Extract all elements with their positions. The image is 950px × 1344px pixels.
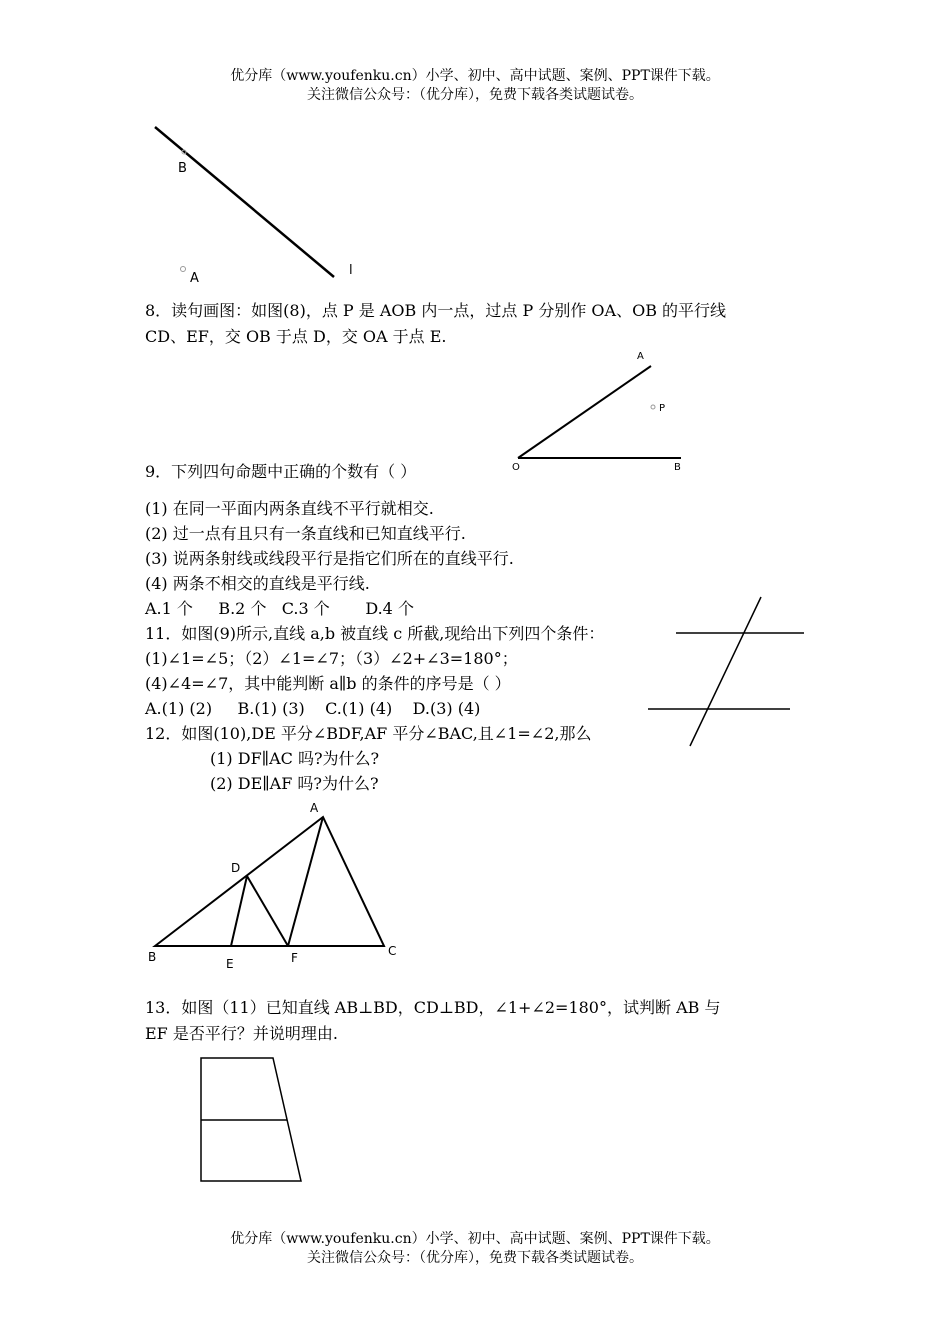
q11-options: A.(1) (2) B.(1) (3) C.(1) (4) D.(3) (4) — [145, 699, 481, 718]
fig10-label-d: D — [231, 861, 241, 875]
fig10-label-c: C — [388, 944, 397, 958]
fig8-label-b: B — [674, 462, 681, 473]
fig10-label-f: F — [291, 951, 298, 965]
q8-line-2: CD、EF，交 OB 于点 D，交 OA 于点 E. — [145, 327, 447, 346]
fig8-label-o: O — [512, 462, 520, 473]
q12-sub-1: (1) DF∥AC 吗?为什么? — [210, 749, 380, 768]
q11-line-3: (4)∠4=∠7，其中能判断 a∥b 的条件的序号是（ ） — [145, 674, 511, 693]
q12-sub-2: (2) DE∥AF 吗?为什么? — [210, 774, 379, 793]
fig7-label-b: B — [178, 161, 187, 176]
fig10-label-a: A — [310, 801, 319, 815]
q9-item-2: (2) 过一点有且只有一条直线和已知直线平行. — [145, 524, 466, 543]
q9-item-4: (4) 两条不相交的直线是平行线. — [145, 574, 370, 593]
header-line-1: 优分库（www.youfenku.cn）小学、初中、高中试题、案例、PPT课件下载。 — [230, 68, 720, 84]
q9-options: A.1 个 B.2 个 C.3 个 D.4 个 — [145, 599, 414, 618]
line-l — [155, 127, 334, 277]
fig7-label-a: A — [190, 271, 199, 286]
header-line-2: 关注微信公众号：（优分库），免费下载各类试题试卷。 — [307, 87, 643, 103]
q9-item-3: (3) 说两条射线或线段平行是指它们所在的直线平行. — [145, 549, 514, 568]
fig8-label-a: A — [637, 351, 644, 362]
q13-line-1: 13．如图（11）已知直线 AB⊥BD，CD⊥BD，∠1+∠2=180°，试判断 AB 与 — [145, 998, 721, 1017]
triangle-abc — [155, 817, 384, 946]
q11-line-1: 11．如图(9)所示,直线 a,b 被直线 c 所截,现给出下列四个条件： — [145, 624, 605, 643]
point-p — [651, 405, 655, 409]
segment-af — [288, 817, 323, 946]
q9-item-1: (1) 在同一平面内两条直线不平行就相交. — [145, 499, 434, 518]
q11-line-2: (1)∠1=∠5；（2）∠1=∠7；（3）∠2+∠3=180°； — [145, 649, 518, 668]
q8-line-1: 8．读句画图：如图(8)，点 P 是 AOB 内一点，过点 P 分别作 OA、OB 的平行线 — [145, 301, 727, 320]
footer-line-2: 关注微信公众号：（优分库），免费下载各类试题试卷。 — [307, 1250, 643, 1266]
point-a — [181, 267, 186, 272]
fig10-label-e: E — [226, 957, 234, 971]
fig8-label-p: P — [659, 403, 666, 414]
q9-stem: 9．下列四句命题中正确的个数有（ ） — [145, 462, 417, 481]
ray-oa — [518, 366, 651, 458]
line-c — [690, 597, 761, 746]
segment-df — [247, 876, 288, 946]
q13-line-2: EF 是否平行？并说明理由. — [145, 1024, 338, 1043]
q12-stem: 12．如图(10),DE 平分∠BDF,AF 平分∠BAC,且∠1=∠2,那么 — [145, 724, 592, 743]
footer-line-1: 优分库（www.youfenku.cn）小学、初中、高中试题、案例、PPT课件下载。 — [230, 1231, 720, 1247]
fig10-label-b: B — [148, 950, 157, 964]
fig7-label-l: l — [349, 263, 353, 278]
